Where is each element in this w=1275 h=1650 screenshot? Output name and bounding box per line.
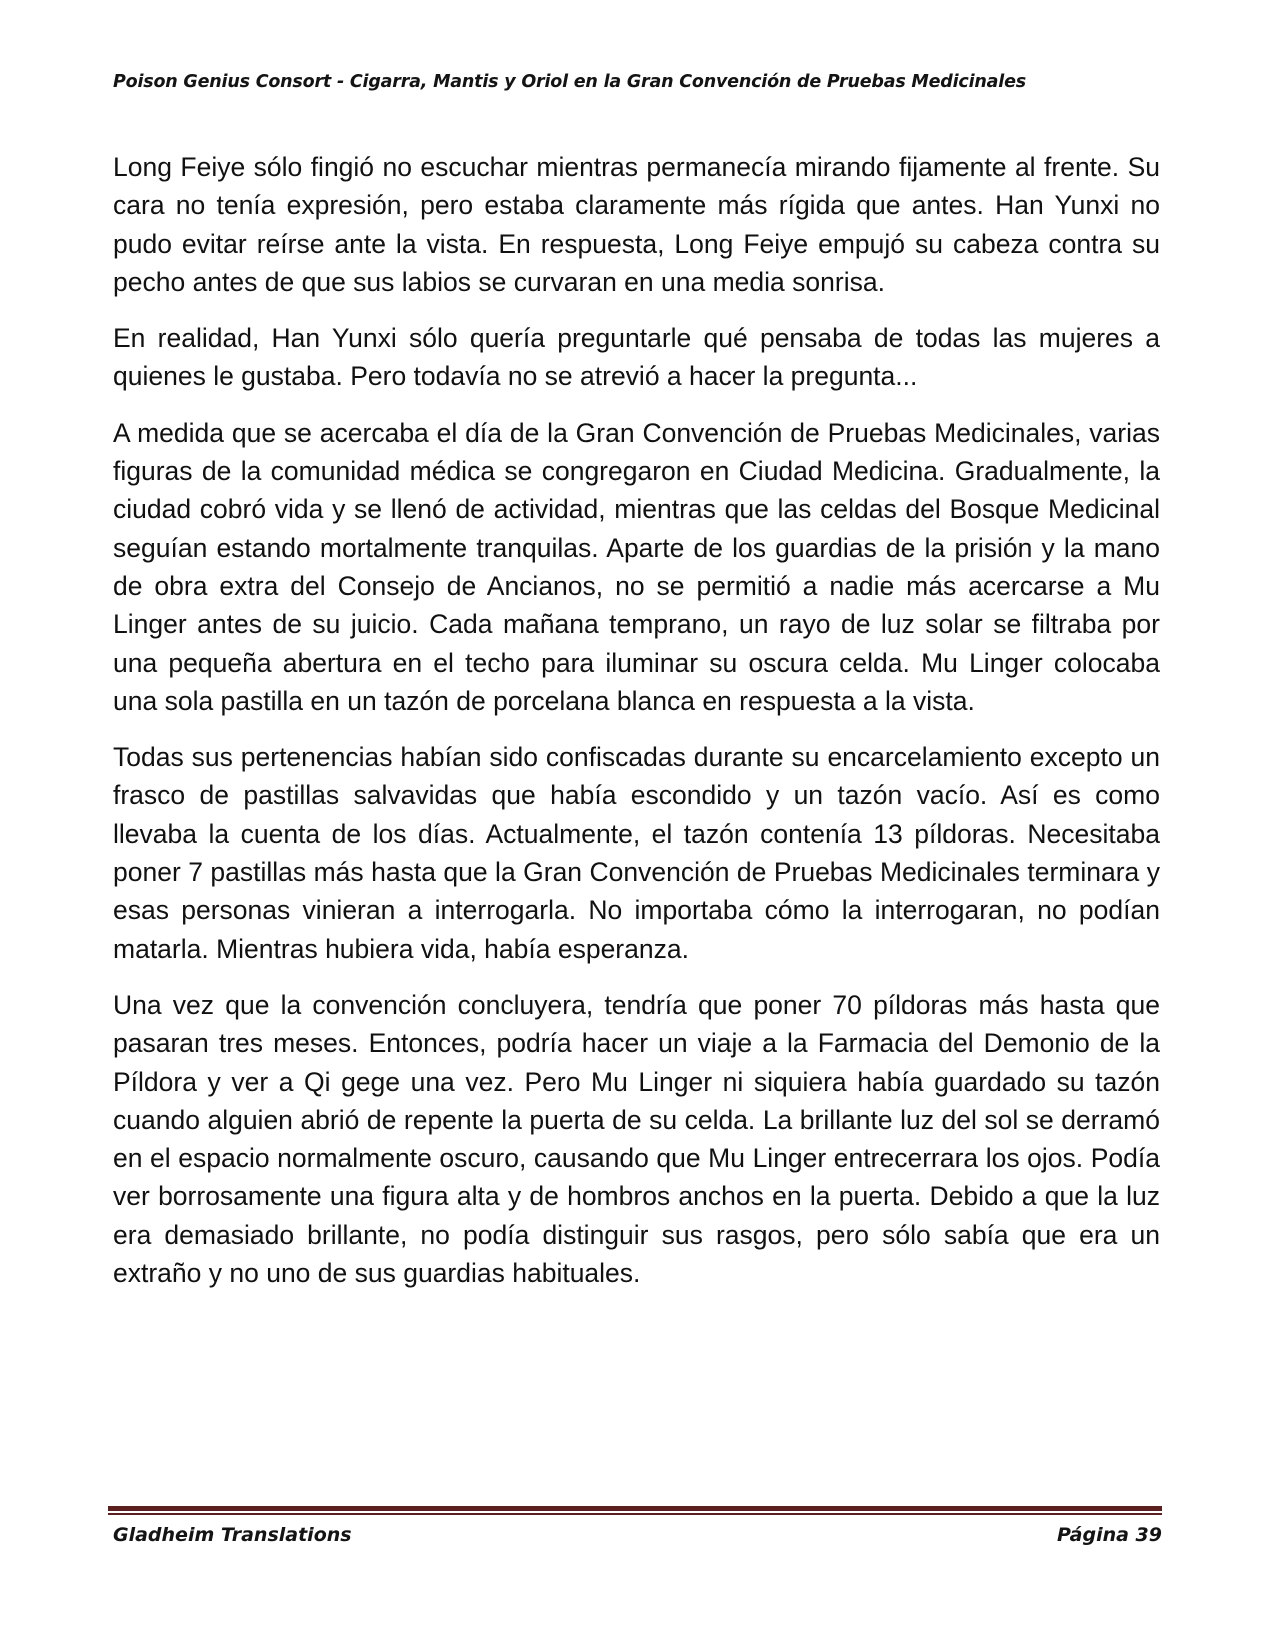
page-header-title: Poison Genius Consort - Cigarra, Mantis y Oriol en la Gran Convención de Pruebas Medicinales — [113, 72, 1026, 92]
footer-divider — [108, 1506, 1162, 1515]
footer-translator-credit: Gladheim Translations — [113, 1524, 352, 1546]
paragraph-4: Todas sus pertenencias habían sido confiscadas durante su encarcelamiento excepto un frasco de pastillas salvavidas que había escondido y un tazón vacío. Así es como llevaba la cuenta de los días. Actualmente, el tazón contenía 13 píldoras. Necesitaba poner 7 pastillas más hasta que la Gran Convención de Pruebas Medicinales terminara y esas personas vinieran a interrogarla. No importaba cómo la interrogaran, no podían matarla. Mientras hubiera vida, había esperanza. — [113, 742, 1160, 964]
footer-page-number: Página 39 — [1056, 1524, 1162, 1546]
paragraph-3: A medida que se acercaba el día de la Gran Convención de Pruebas Medicinales, varias figuras de la comunidad médica se congregaron en Ciudad Medicina. Gradualmente, la ciudad cobró vida y se llenó de actividad, mientras que las celdas del Bosque Medicinal seguían estando mortalmente tranquilas. Aparte de los guardias de la prisión y la mano de obra extra del Consejo de Ancianos, no se permitió a nadie más acercarse a Mu Linger antes de su juicio. Cada mañana temprano, un rayo de luz solar se filtraba por una pequeña abertura en el techo para iluminar su oscura celda. Mu Linger colocaba una sola pastilla en un tazón de porcelana blanca en respuesta a la vista. — [113, 417, 1160, 716]
footer-divider-thin-line — [108, 1513, 1162, 1515]
body-text — [113, 148, 1160, 1310]
paragraph-5: Una vez que la convención concluyera, tendría que poner 70 píldoras más hasta que pasaran tres meses. Entonces, podría hacer un viaje a la Farmacia del Demonio de la Píldora y ver a Qi gege una vez. Pero Mu Linger ni siquiera había guardado su tazón cuando alguien abrió de repente la puerta de su celda. La brillante luz del sol se derramó en el espacio normalmente oscuro, causando que Mu Linger entrecerrara los ojos. Podía ver borrosamente una figura alta y de hombros anchos en la puerta. Debido a que la luz era demasiado brillante, no podía distinguir sus rasgos, pero sólo sabía que era un extraño y no uno de sus guardias habituales. — [113, 989, 1160, 1289]
footer-divider-thick-line — [108, 1506, 1162, 1511]
paragraph-2: En realidad, Han Yunxi sólo quería preguntarle qué pensaba de todas las mujeres a quienes le gustaba. Pero todavía no se atrevió a hacer la pregunta... — [113, 323, 1160, 392]
paragraph-1: Long Feiye sólo fingió no escuchar mientras permanecía mirando fijamente al frente. Su cara no tenía expresión, pero estaba claramente más rígida que antes. Han Yunxi no pudo evitar reírse ante la vista. En respuesta, Long Feiye empujó su cabeza contra su pecho antes de que sus labios se curvaran en una media sonrisa. — [113, 152, 1160, 297]
